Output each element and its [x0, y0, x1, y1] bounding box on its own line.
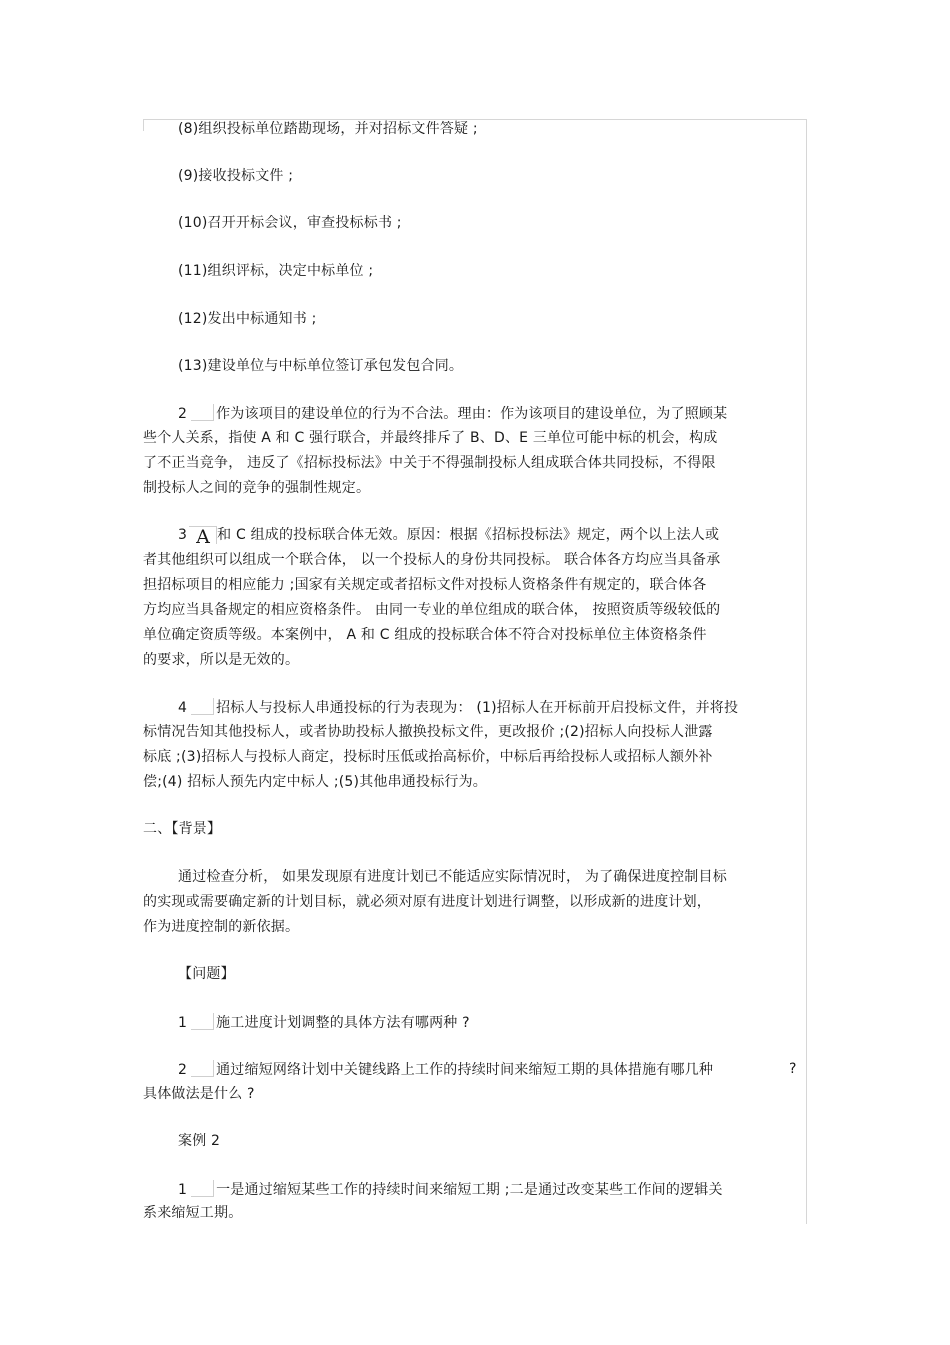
- answer-2-line-1: 2 作为该项目的建设单位的行为不合法。理由：作为该项目的建设单位，为了照顾某: [178, 406, 728, 422]
- answer-2-line-4: 制投标人之间的竞争的强制性规定。: [143, 480, 371, 496]
- answer-2-line-3: 了不正当竞争， 违反了《招标投标法》中关于不得强制投标人组成联合体共同投标，不得限: [143, 455, 716, 471]
- question-2-line-2: 具体做法是什么 ?: [143, 1086, 255, 1102]
- case-answer-1-number: 1: [178, 1182, 188, 1198]
- number-box: [191, 698, 214, 715]
- step-11: (11)组织评标，决定中标单位 ;: [178, 263, 374, 279]
- page-frame-right: [806, 119, 807, 1224]
- answer-4-line-4: 偿;(4) 招标人预先内定中标人 ;(5)其他串通投标行为。: [143, 774, 487, 790]
- answer-4-line-2: 标情况告知其他投标人，或者协助投标人撤换投标文件，更改报价 ;(2)招标人向投标人泄露: [143, 724, 713, 740]
- step-12: (12)发出中标通知书 ;: [178, 311, 317, 327]
- question-2-mark: ?: [789, 1061, 797, 1077]
- case-answer-1-line-2: 系来缩短工期。: [143, 1205, 243, 1221]
- background-line-1: 通过检查分析， 如果发现原有进度计划已不能适应实际情况时， 为了确保进度控制目标: [178, 869, 727, 885]
- answer-3-line-2: 者其他组织可以组成一个联合体， 以一个投标人的身份共同投标。 联合体各方均应当具备承: [143, 552, 721, 568]
- step-9: (9)接收投标文件 ;: [178, 168, 294, 184]
- answer-3-line-1: 3 A 和 C 组成的投标联合体无效。原因：根据《招标投标法》规定，两个以上法人或: [178, 526, 720, 548]
- answer-3-line-3: 担招标项目的相应能力 ;国家有关规定或者招标文件对投标人资格条件有规定的，联合体各: [143, 577, 707, 593]
- question-2-number: 2: [178, 1062, 188, 1078]
- number-box: [191, 1060, 214, 1077]
- step-13: (13)建设单位与中标单位签订承包发包合同。: [178, 358, 464, 374]
- question-heading: 【问题】: [178, 966, 235, 982]
- answer-3-line-5: 单位确定资质等级。本案例中， A 和 C 组成的投标联合体不符合对投标单位主体资格条件: [143, 627, 707, 643]
- number-box: [191, 1013, 214, 1030]
- step-10: (10)召开开标会议，审查投标标书 ;: [178, 215, 402, 231]
- question-2-line-1: 2 通过缩短网络计划中关键线路上工作的持续时间来缩短工期的具体措施有哪几种: [178, 1062, 714, 1078]
- background-line-3: 作为进度控制的新依据。: [143, 919, 300, 935]
- answer-4-line-1: 4 招标人与投标人串通投标的行为表现为： (1)招标人在开标前开启投标文件，并将投: [178, 700, 739, 716]
- answer-2-number: 2: [178, 406, 188, 422]
- page-frame-left: [143, 119, 144, 131]
- background-line-2: 的实现或需要确定新的计划目标，就必须对原有进度计划进行调整，以形成新的进度计划，: [143, 894, 711, 910]
- question-1: 1 施工进度计划调整的具体方法有哪两种 ?: [178, 1015, 470, 1031]
- number-box: [191, 1180, 214, 1197]
- boxed-letter-a: A: [193, 529, 213, 545]
- case-heading: 案例 2: [178, 1133, 221, 1149]
- answer-4-line-3: 标底 ;(3)招标人与投标人商定，投标时压低或抬高标价，中标后再给投标人或招标人额外补: [143, 749, 713, 765]
- answer-3-line-4: 方均应当具备规定的相应资格条件。 由同一专业的单位组成的联合体， 按照资质等级较低的: [143, 602, 721, 618]
- section-2-heading: 二、【背景】: [143, 821, 222, 837]
- question-1-number: 1: [178, 1015, 188, 1031]
- answer-4-number: 4: [178, 700, 188, 716]
- answer-3-line-6: 的要求，所以是无效的。: [143, 652, 300, 668]
- step-8: (8)组织投标单位踏勘现场，并对招标文件答疑 ;: [178, 121, 478, 137]
- answer-2-line-2: 些个人关系，指使 A 和 C 强行联合，并最终排斥了 B、D、E 三单位可能中标的机会，构成: [143, 430, 718, 446]
- number-box: [191, 404, 214, 421]
- case-answer-1-line-1: 1 一是通过缩短某些工作的持续时间来缩短工期 ;二是通过改变某些工作间的逻辑关: [178, 1182, 723, 1198]
- answer-3-number: 3: [178, 527, 188, 543]
